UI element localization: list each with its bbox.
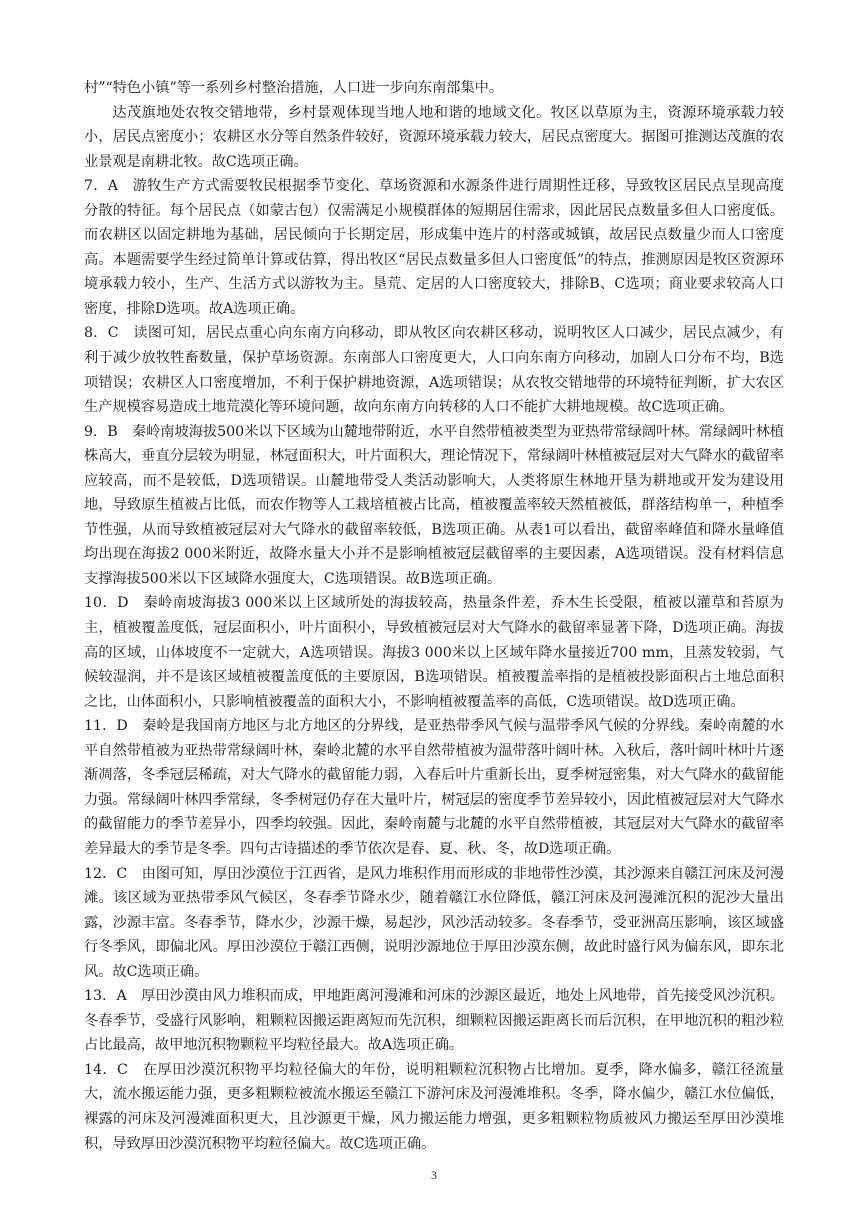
answer-9: 9．B 秦岭南坡海拔500米以下区域为山麓地带附近，水平自然带植被类型为亚热带常绿阔叶林。常绿阔叶林植株高大，垂直分层较为明显，林冠面积大，叶片面积大，理论情况下，常绿阔叶林植被冠层对大气降水的截留率应较高，而不是较低，D选项错误。山麓地带受人类活动影响大，人类将原生林地开垦为耕地或开发为建设用地，导致原生植被占比低，而农作物等人工栽培植被占比高，植被覆盖率较天然植被低，群落结构单一，种植季节性强，从而导致植被冠层对大气降水的截留率较低，B选项正确。从表1可以看出，截留率峰值和降水量峰值均出现在海拔2 000米附近，故降水量大小并不是影响植被冠层截留率的主要因素，A选项错误。没有材料信息支撑海拔500米以下区域降水强度大，C选项错误。故B选项正确。	[84, 423, 784, 587]
answer-10: 10．D 秦岭南坡海拔3 000米以上区域所处的海拔较高，热量条件差，乔木生长受限，植被以灌草和苔原为主，植被覆盖度低，冠层面积小，叶片面积小，导致植被冠层对大气降水的截留率显著下降，D选项正确。海拔高的区域，山体坡度不一定就大，A选项错误。海拔3 000米以上区域年降水量接近700 mm，且蒸发较弱，气候较湿润，并不是该区域植被覆盖度低的主要原因，B选项错误。植被覆盖率指的是植被投影面积占土地总面积之比，山体面积小，只影响植被覆盖的面积大小，不影响植被覆盖率的高低，C选项错误。故D选项正确。	[84, 595, 784, 710]
answer-12: 12．C 由图可知，厚田沙漠位于江西省，是风力堆积作用而形成的非地带性沙漠，其沙源来自赣江河床及河漫滩。该区域为亚热带季风气候区，冬春季节降水少，随着赣江水位降低，赣江河床及河漫滩沉积的泥沙大量出露，沙源丰富。冬春季节，降水少，沙源干燥，易起沙，风沙活动较多。冬春季节，受亚洲高压影响，该区域盛行冬季风，即偏北风。厚田沙漠位于赣江西侧，说明沙源地位于厚田沙漠东侧，故此时盛行风为偏东风，即东北风。故C选项正确。	[84, 865, 784, 980]
answer-7: 7．A 游牧生产方式需要牧民根据季节变化、草场资源和水源条件进行周期性迁移，导致牧区居民点呈现高度分散的特征。每个居民点（如蒙古包）仅需满足小规模群体的短期居住需求，因此居民点数量多但人口密度低。而农耕区以固定耕地为基础，居民倾向于长期定居，形成集中连片的村落或城镇，故居民点数量少而人口密度高。本题需要学生经过简单计算或估算，得出牧区“居民点数量多但人口密度低”的特点，推测原因是牧区资源环境承载力较小，生产、生活方式以游牧为主。垦荒、定居的人口密度较大，排除B、C选项；商业要求较高人口密度，排除D选项。故A选项正确。	[84, 178, 784, 317]
paragraph-continuation: 村”“特色小镇”等一系列乡村整治措施，人口进一步向东南部集中。	[84, 80, 504, 96]
answer-13: 13．A 厚田沙漠由风力堆积而成，甲地距离河漫滩和河床的沙源区最近，地处上风地带，首先接受风沙沉积。冬春季节，受盛行风影响，粗颗粒因搬运距离短而先沉积，细颗粒因搬运距离长而后沉积，在甲地沉积的粗沙粒占比最高，故甲地沉积物颗粒平均粒径最大。故A选项正确。	[84, 988, 784, 1054]
answer-8: 8．C 读图可知，居民点重心向东南方向移动，即从牧区向农耕区移动，说明牧区人口减少，居民点减少，有利于减少放牧牲畜数量，保护草场资源。东南部人口密度更大，人口向东南方向移动，加剧人口分布不均，B选项错误；农耕区人口密度增加，不利于保护耕地资源，A选项错误；从农牧交错地带的环境特征判断，扩大农区生产规模容易造成土地荒漠化等环境问题，故向东南方向转移的人口不能扩大耕地规模。故C选项正确。	[84, 325, 784, 416]
paragraph-6-explanation: 达茂旗地处农牧交错地带，乡村景观体现当地人地和谐的地域文化。牧区以草原为主，资源环境承载力较小，居民点密度小；农耕区水分等自然条件较好，资源环境承载力较大，居民点密度大。据图可推测达茂旗的农业景观是南耕北牧。故C选项正确。	[84, 104, 784, 170]
answer-11: 11．D 秦岭是我国南方地区与北方地区的分界线，是亚热带季风气候与温带季风气候的分界线。秦岭南麓的水平自然带植被为亚热带常绿阔叶林，秦岭北麓的水平自然带植被为温带落叶阔叶林。入秋后，落叶阔叶林叶片逐渐凋落，冬季冠层稀疏，对大气降水的截留能力弱，入春后叶片重新长出，夏季树冠密集，对大气降水的截留能力强。常绿阔叶林四季常绿，冬季树冠仍存在大量叶片，树冠层的密度季节差异较小，因此植被冠层对大气降水的截留能力的季节差异小，四季均较强。因此，秦岭南麓与北麓的水平自然带植被，其冠层对大气降水的截留率差异最大的季节是冬季。四句古诗描述的季节依次是春、夏、秋、冬，故D选项正确。	[84, 718, 784, 857]
answer-text-body	[84, 76, 784, 1156]
page-number: 3	[431, 1168, 437, 1182]
answer-14: 14．C 在厚田沙漠沉积物平均粒径偏大的年份，说明粗颗粒沉积物占比增加。夏季，降水偏多，赣江径流量大，流水搬运能力强，更多粗颗粒被流水搬运至赣江下游河床及河漫滩堆积。冬季，降水偏少，赣江水位偏低，裸露的河床及河漫滩面积更大，且沙源更干燥，风力搬运能力增强，更多粗颗粒物质被风力搬运至厚田沙漠堆积，导致厚田沙漠沉积物平均粒径偏大。故C选项正确。	[84, 1061, 784, 1152]
